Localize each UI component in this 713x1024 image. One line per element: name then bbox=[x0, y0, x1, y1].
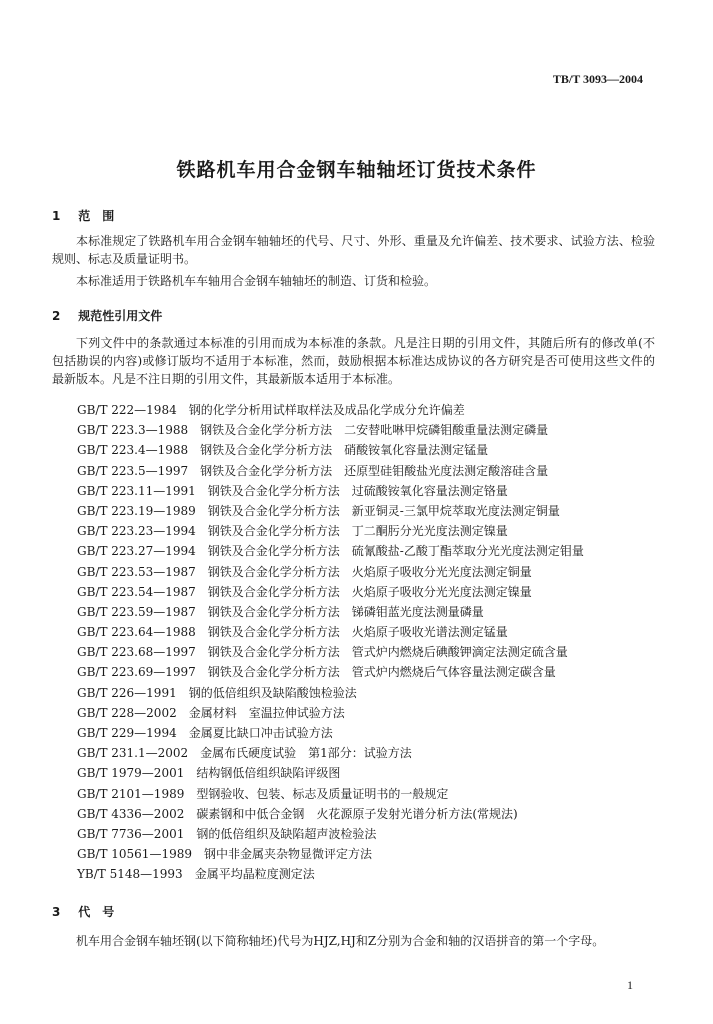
reference-title: 钢铁及合金化学分析方法 管式炉内燃烧后碘酸钾滴定法测定硫含量 bbox=[207, 645, 568, 660]
reference-item bbox=[77, 420, 584, 440]
reference-code: GB/T 1979—2001 bbox=[77, 766, 185, 781]
reference-title: 钢铁及合金化学分析方法 丁二酮肟分光光度法测定镍量 bbox=[207, 524, 508, 539]
section-number: 3 bbox=[52, 905, 61, 919]
reference-title: 钢铁及合金化学分析方法 锑磷钼蓝光度法测量磷量 bbox=[207, 604, 484, 619]
reference-code: GB/T 4336—2002 bbox=[77, 806, 185, 821]
reference-item bbox=[77, 683, 584, 703]
reference-title: 钢铁及合金化学分析方法 火焰原子吸收分光光度法测定铜量 bbox=[207, 564, 532, 579]
reference-item bbox=[77, 864, 584, 884]
reference-code: YB/T 5148—1993 bbox=[77, 867, 183, 882]
reference-item bbox=[77, 400, 584, 420]
reference-item bbox=[77, 582, 584, 602]
reference-title: 金属材料 室温拉伸试验方法 bbox=[188, 705, 345, 720]
reference-title: 钢铁及合金化学分析方法 火焰原子吸收分光光度法测定镍量 bbox=[207, 584, 532, 599]
reference-item bbox=[77, 501, 584, 521]
reference-code: GB/T 226—1991 bbox=[77, 685, 177, 700]
reference-title: 钢铁及合金化学分析方法 还原型硅钼酸盐光度法测定酸溶硅含量 bbox=[200, 463, 549, 478]
reference-title: 金属平均晶粒度测定法 bbox=[194, 867, 315, 882]
reference-code: GB/T 223.54—1987 bbox=[77, 584, 196, 599]
section-3-heading bbox=[52, 903, 114, 920]
section-number: 2 bbox=[52, 309, 61, 323]
reference-item bbox=[77, 763, 584, 783]
reference-code: GB/T 228—2002 bbox=[77, 705, 177, 720]
reference-title: 钢铁及合金化学分析方法 过硫酸铵氧化容量法测定铬量 bbox=[207, 483, 508, 498]
scope-paragraph-1: 本标准规定了铁路机车用合金钢车轴轴坯的代号、尺寸、外形、重量及允许偏差、技术要求、试验方法、检验规则、标志及质量证明书。 bbox=[52, 234, 655, 266]
document-title: 铁路机车用合金钢车轴轴坯订货技术条件 bbox=[176, 159, 537, 181]
reference-code: GB/T 2101—1989 bbox=[77, 786, 185, 801]
reference-code: GB/T 223.69—1997 bbox=[77, 665, 196, 680]
reference-title: 结构钢低倍组织缺陷评级图 bbox=[196, 766, 341, 781]
reference-item bbox=[77, 824, 584, 844]
reference-item bbox=[77, 844, 584, 864]
reference-code: GB/T 231.1—2002 bbox=[77, 746, 189, 761]
reference-item bbox=[77, 743, 584, 763]
reference-title: 钢的低倍组织及缺陷酸蚀检验法 bbox=[188, 685, 357, 700]
reference-code: GB/T 223.53—1987 bbox=[77, 564, 196, 579]
reference-title: 钢铁及合金化学分析方法 火焰原子吸收光谱法测定锰量 bbox=[207, 625, 508, 640]
reference-title: 钢的化学分析用试样取样法及成品化学成分允许偏差 bbox=[188, 403, 465, 417]
reference-code: GB/T 7736—2001 bbox=[77, 826, 185, 841]
reference-code: GB/T 223.68—1997 bbox=[77, 645, 196, 660]
reference-item bbox=[77, 541, 584, 561]
section-2-heading bbox=[52, 307, 162, 324]
standard-code: TB/T 3093—2004 bbox=[552, 72, 643, 86]
reference-code: GB/T 223.11—1991 bbox=[77, 483, 196, 498]
normative-refs-intro: 下列文件中的条款通过本标准的引用而成为本标准的条款。凡是注日期的引用文件，其随后所有的修改单(不包括勘误的内容)或修订版均不适用于本标准，然而，鼓励根据本标准达成协议的各方研究是否可使用这些文件的最新版本。凡是不注日期的引用文件，其最新版本适用于本标准。 bbox=[52, 336, 655, 386]
reference-item bbox=[77, 784, 584, 804]
reference-item bbox=[77, 642, 584, 662]
section-title: 规范性引用文件 bbox=[78, 309, 163, 323]
reference-code: GB/T 223.64—1988 bbox=[77, 625, 196, 640]
reference-code: GB/T 10561—1989 bbox=[77, 847, 192, 862]
reference-title: 金属夏比缺口冲击试验方法 bbox=[188, 726, 333, 740]
reference-item bbox=[77, 723, 584, 743]
reference-item bbox=[77, 521, 584, 541]
reference-item bbox=[77, 703, 584, 723]
reference-title: 钢铁及合金化学分析方法 二安替吡啉甲烷磷钼酸重量法测定磷量 bbox=[200, 423, 549, 438]
section-title: 代 号 bbox=[78, 905, 115, 919]
reference-item bbox=[77, 602, 584, 622]
reference-code: GB/T 223.4—1988 bbox=[77, 443, 189, 458]
reference-code: GB/T 223.59—1987 bbox=[77, 604, 196, 619]
reference-code: GB/T 223.5—1997 bbox=[77, 463, 189, 478]
section-title: 范 围 bbox=[78, 209, 115, 223]
reference-title: 型钢验收、包装、标志及质量证明书的一般规定 bbox=[196, 786, 449, 801]
reference-item bbox=[77, 622, 584, 642]
reference-title: 钢铁及合金化学分析方法 硫氰酸盐-乙酸丁酯萃取分光光度法测定钼量 bbox=[207, 544, 584, 559]
reference-code: GB/T 222—1984 bbox=[77, 403, 177, 417]
scope-paragraph-2: 本标准适用于铁路机车车轴用合金钢车轴轴坯的制造、订货和检验。 bbox=[76, 274, 437, 288]
reference-title: 钢的低倍组织及缺陷超声波检验法 bbox=[196, 826, 377, 841]
page-number: 1 bbox=[627, 978, 633, 992]
section-number: 1 bbox=[52, 209, 61, 223]
reference-item bbox=[77, 662, 584, 682]
reference-item bbox=[77, 440, 584, 460]
designation-paragraph: 机车用合金钢车轴坯钢(以下简称轴坯)代号为HJZ,HJ和Z分别为合金和轴的汉语拼音的第一个字母。 bbox=[76, 934, 605, 948]
reference-code: GB/T 223.3—1988 bbox=[77, 423, 189, 438]
reference-code: GB/T 223.23—1994 bbox=[77, 524, 196, 539]
reference-item bbox=[77, 562, 584, 582]
reference-title: 金属布氏硬度试验 第1部分：试验方法 bbox=[200, 746, 412, 761]
reference-code: GB/T 229—1994 bbox=[77, 726, 177, 740]
reference-title: 钢铁及合金化学分析方法 硝酸铵氧化容量法测定锰量 bbox=[200, 443, 489, 458]
reference-item bbox=[77, 804, 584, 824]
reference-item bbox=[77, 461, 584, 481]
reference-list bbox=[77, 400, 584, 885]
reference-code: GB/T 223.27—1994 bbox=[77, 544, 196, 559]
reference-code: GB/T 223.19—1989 bbox=[77, 503, 196, 518]
reference-item bbox=[77, 481, 584, 501]
section-1-heading bbox=[52, 207, 114, 224]
reference-title: 钢铁及合金化学分析方法 管式炉内燃烧后气体容量法测定碳含量 bbox=[207, 665, 556, 680]
reference-title: 碳素钢和中低合金钢 火花源原子发射光谱分析方法(常规法) bbox=[196, 806, 518, 821]
reference-title: 钢中非金属夹杂物显微评定方法 bbox=[203, 847, 372, 862]
reference-title: 钢铁及合金化学分析方法 新亚铜灵-三氯甲烷萃取光度法测定铜量 bbox=[207, 503, 560, 518]
